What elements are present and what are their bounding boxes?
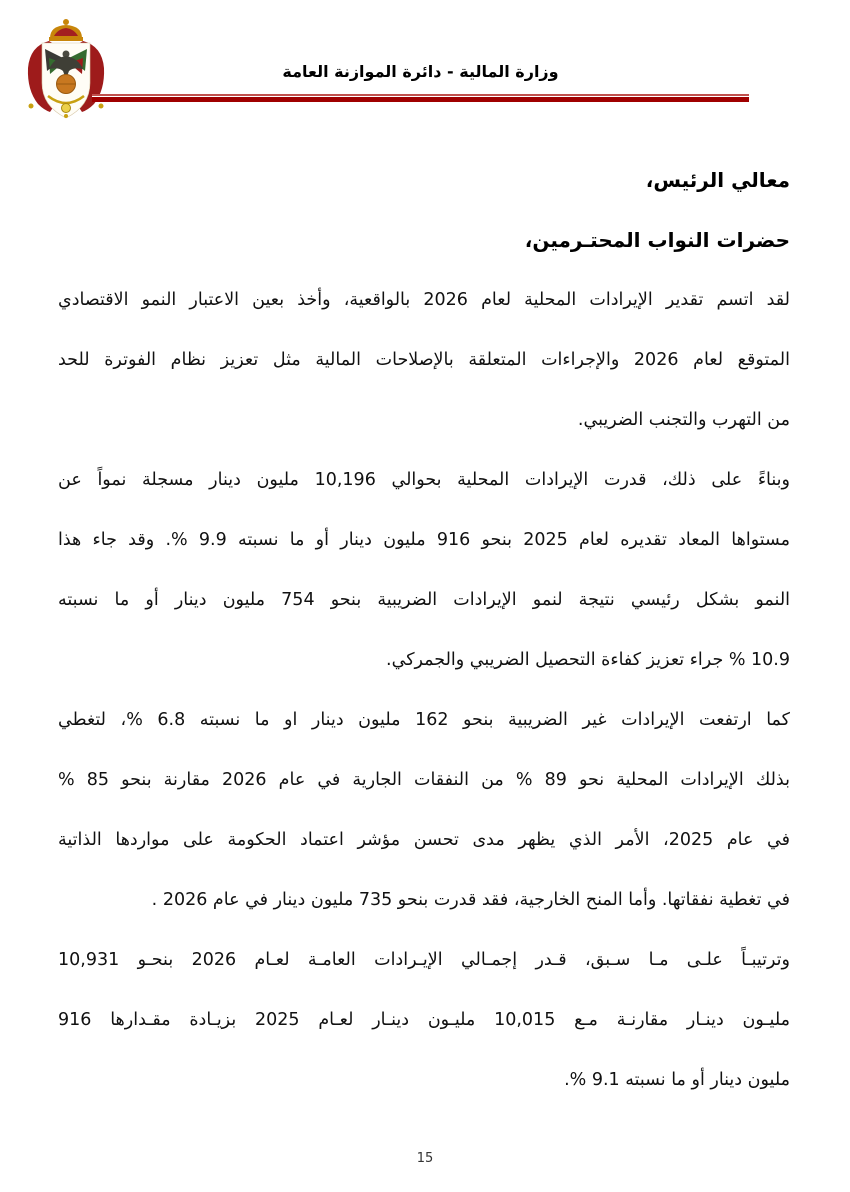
letter-body (58, 150, 790, 1110)
paragraph-line: مستواها المعاد تقديره لعام 2025 بنحو 916 مليون دينار أو ما نسبته 9.9 %. وقد جاء هذا (58, 530, 790, 550)
header-rule (92, 94, 749, 102)
header-title: وزارة المالية - دائرة الموازنة العامة (282, 62, 559, 81)
paragraph-line: لقد اتسم تقدير الإيرادات المحلية لعام 2026 بالواقعية، وأخذ بعين الاعتبار النمو الاقتصادي (58, 290, 790, 310)
salutation-heading: حضرات النواب المحتـرمين، (524, 228, 790, 252)
paragraph-line: وترتيبـاً علـى مـا سـبق، قـدر إجمـالي الإيـرادات العامـة لعـام 2026 بنحـو 10,931 (58, 950, 790, 970)
page-number: 15 (416, 1151, 434, 1166)
paragraph-line: مليـون دينـار مقارنـة مـع 10,015 مليـون دينـار لعـام 2025 بزيـادة مقـدارها 916 (58, 1010, 790, 1030)
paragraph-line: النمو بشكل رئيسي نتيجة لنمو الإيرادات الضريبية بنحو 754 مليون دينار أو ما نسبته (58, 590, 790, 610)
paragraph-line: بذلك الإيرادات المحلية نحو 89 % من النفقات الجارية في عام 2026 مقارنة بنحو 85 % (58, 770, 790, 790)
header-center (92, 0, 749, 102)
paragraph-line: في عام 2025، الأمر الذي يظهر مدى تحسن مؤشر اعتماد الحكومة على مواردها الذاتية (58, 830, 790, 850)
paragraph-line: وبناءً على ذلك، قدرت الإيرادات المحلية بحوالي 10,196 مليون دينار مسجلة نمواً عن (58, 470, 790, 490)
paragraph-line: في تغطية نفقاتها. وأما المنح الخارجية، فقد قدرت بنحو 735 مليون دينار في عام 2026 . (151, 890, 790, 910)
paragraph-line: كما ارتفعت الإيرادات غير الضريبية بنحو 162 مليون دينار او ما نسبته 6.8 %، لتغطي (58, 710, 790, 730)
salutation-heading: معالي الرئيس، (645, 168, 790, 192)
header-rule-thick (92, 97, 749, 102)
page-footer (0, 1151, 850, 1166)
paragraph-line: من التهرب والتجنب الضريبي. (577, 410, 790, 430)
page-header (0, 0, 850, 140)
paragraph-line: مليون دينار أو ما نسبته 9.1 %. (564, 1070, 790, 1090)
paragraph-line: 10.9 % جراء تعزيز كفاءة التحصيل الضريبي والجمركي. (386, 650, 790, 670)
paragraph-line: المتوقع لعام 2026 والإجراءات المتعلقة بالإصلاحات المالية مثل تعزيز نظام الفوترة للحد (58, 350, 790, 370)
